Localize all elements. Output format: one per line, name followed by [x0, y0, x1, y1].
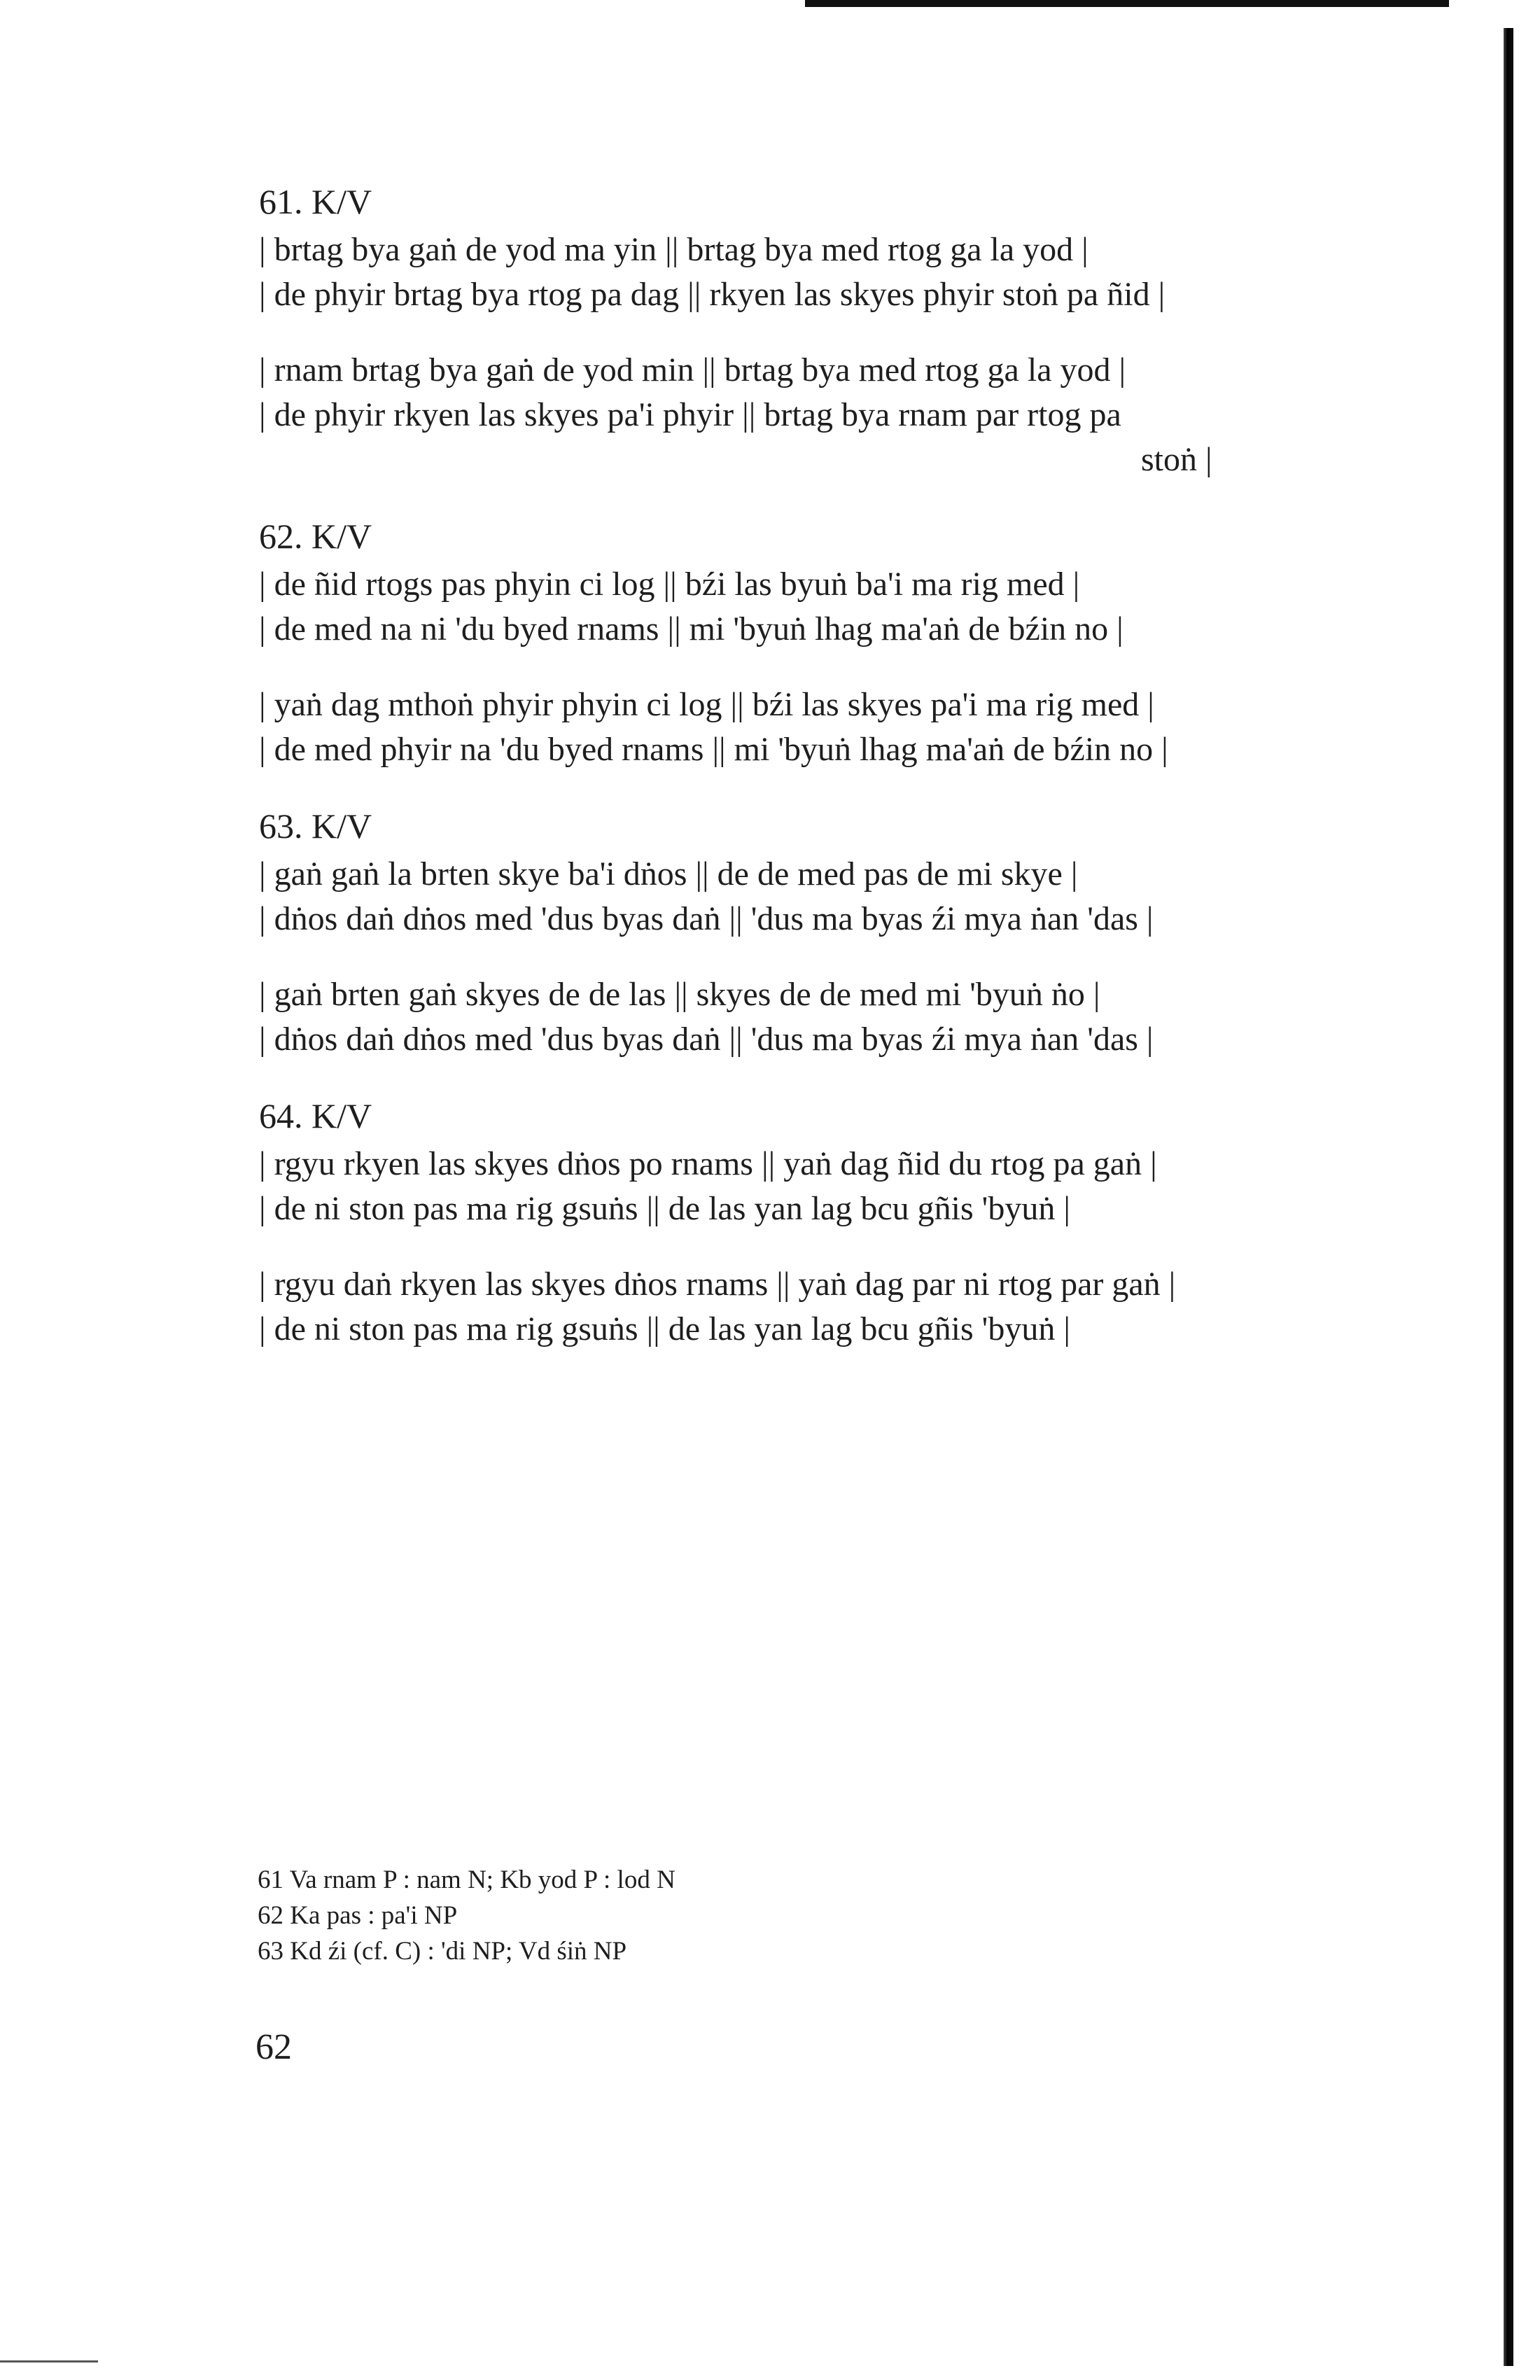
verse-number: 62. K/V [259, 517, 372, 556]
footnote: 61 Va rnam P : nam N; Kb yod P : lod N [258, 1865, 676, 1894]
stanza [259, 1142, 1379, 1231]
verse-line: | de med phyir na 'du byed rnams || mi 'byuṅ lhag ma'aṅ de bźin no | [259, 731, 1168, 768]
stanza [259, 348, 1379, 482]
stanza [259, 1262, 1379, 1352]
verse-line: | yaṅ dag mthoṅ phyir phyin ci log || bźi las skyes pa'i ma rig med | [259, 686, 1154, 723]
verse-line: | de ni ston pas ma rig gsuṅs || de las yan lag bcu gñis 'byuṅ | [259, 1190, 1070, 1227]
footnotes [258, 1862, 676, 1969]
verse-number: 63. K/V [259, 806, 372, 846]
stanza [259, 972, 1379, 1062]
verse-line: | de ni ston pas ma rig gsuṅs || de las yan lag bcu gñis 'byuṅ | [259, 1310, 1070, 1348]
verse-line: | de ñid rtogs pas phyin ci log || bźi las byuṅ ba'i ma rig med | [259, 566, 1080, 603]
verse-line: | rgyu rkyen las skyes dṅos po rnams || yaṅ dag ñid du rtog pa gaṅ | [259, 1145, 1157, 1182]
footnote: 63 Kd źi (cf. C) : 'di NP; Vd śiṅ NP [258, 1937, 627, 1966]
main-text [259, 178, 1379, 1382]
stanza [259, 562, 1379, 652]
verse-line: | de med na ni 'du byed rnams || mi 'byuṅ lhag ma'aṅ de bźin no | [259, 610, 1124, 648]
verse-63 [259, 803, 1379, 1062]
verse-number: 64. K/V [259, 1096, 372, 1135]
verse-line: | brtag bya gaṅ de yod ma yin || brtag bya med rtog ga la yod | [259, 231, 1088, 268]
verse-61 [259, 178, 1379, 482]
top-edge-rule [805, 0, 1449, 7]
page-number: 62 [255, 2027, 292, 2067]
verse-line-continuation: stoṅ | [1141, 441, 1212, 478]
stanza [259, 852, 1379, 941]
verse-line: | de phyir rkyen las skyes pa'i phyir || brtag bya rnam par rtog pa [259, 396, 1121, 433]
verse-line: | de phyir brtag bya rtog pa dag || rkyen las skyes phyir stoṅ pa ñid | [259, 276, 1166, 313]
verse-line: | gaṅ brten gaṅ skyes de de las || skyes de de med mi 'byuṅ ṅo | [259, 976, 1100, 1013]
stanza [259, 227, 1379, 317]
verse-line: | dṅos daṅ dṅos med 'dus byas daṅ || 'dus ma byas źi mya ṅan 'das | [259, 1021, 1154, 1058]
stanza [259, 682, 1379, 772]
verse-64 [259, 1093, 1379, 1352]
verse-number: 61. K/V [259, 182, 372, 221]
bottom-edge-rule [0, 2360, 98, 2362]
page-binding-edge [1504, 28, 1513, 2366]
verse-line: | rnam brtag bya gaṅ de yod min || brtag bya med rtog ga la yod | [259, 351, 1126, 388]
verse-62 [259, 513, 1379, 772]
verse-line: | gaṅ gaṅ la brten skye ba'i dṅos || de de med pas de mi skye | [259, 855, 1078, 892]
verse-line: | rgyu daṅ rkyen las skyes dṅos rnams || yaṅ dag par ni rtog par gaṅ | [259, 1266, 1176, 1303]
verse-line: | dṅos daṅ dṅos med 'dus byas daṅ || 'dus ma byas źi mya ṅan 'das | [259, 900, 1154, 937]
footnote: 62 Ka pas : pa'i NP [258, 1901, 458, 1930]
